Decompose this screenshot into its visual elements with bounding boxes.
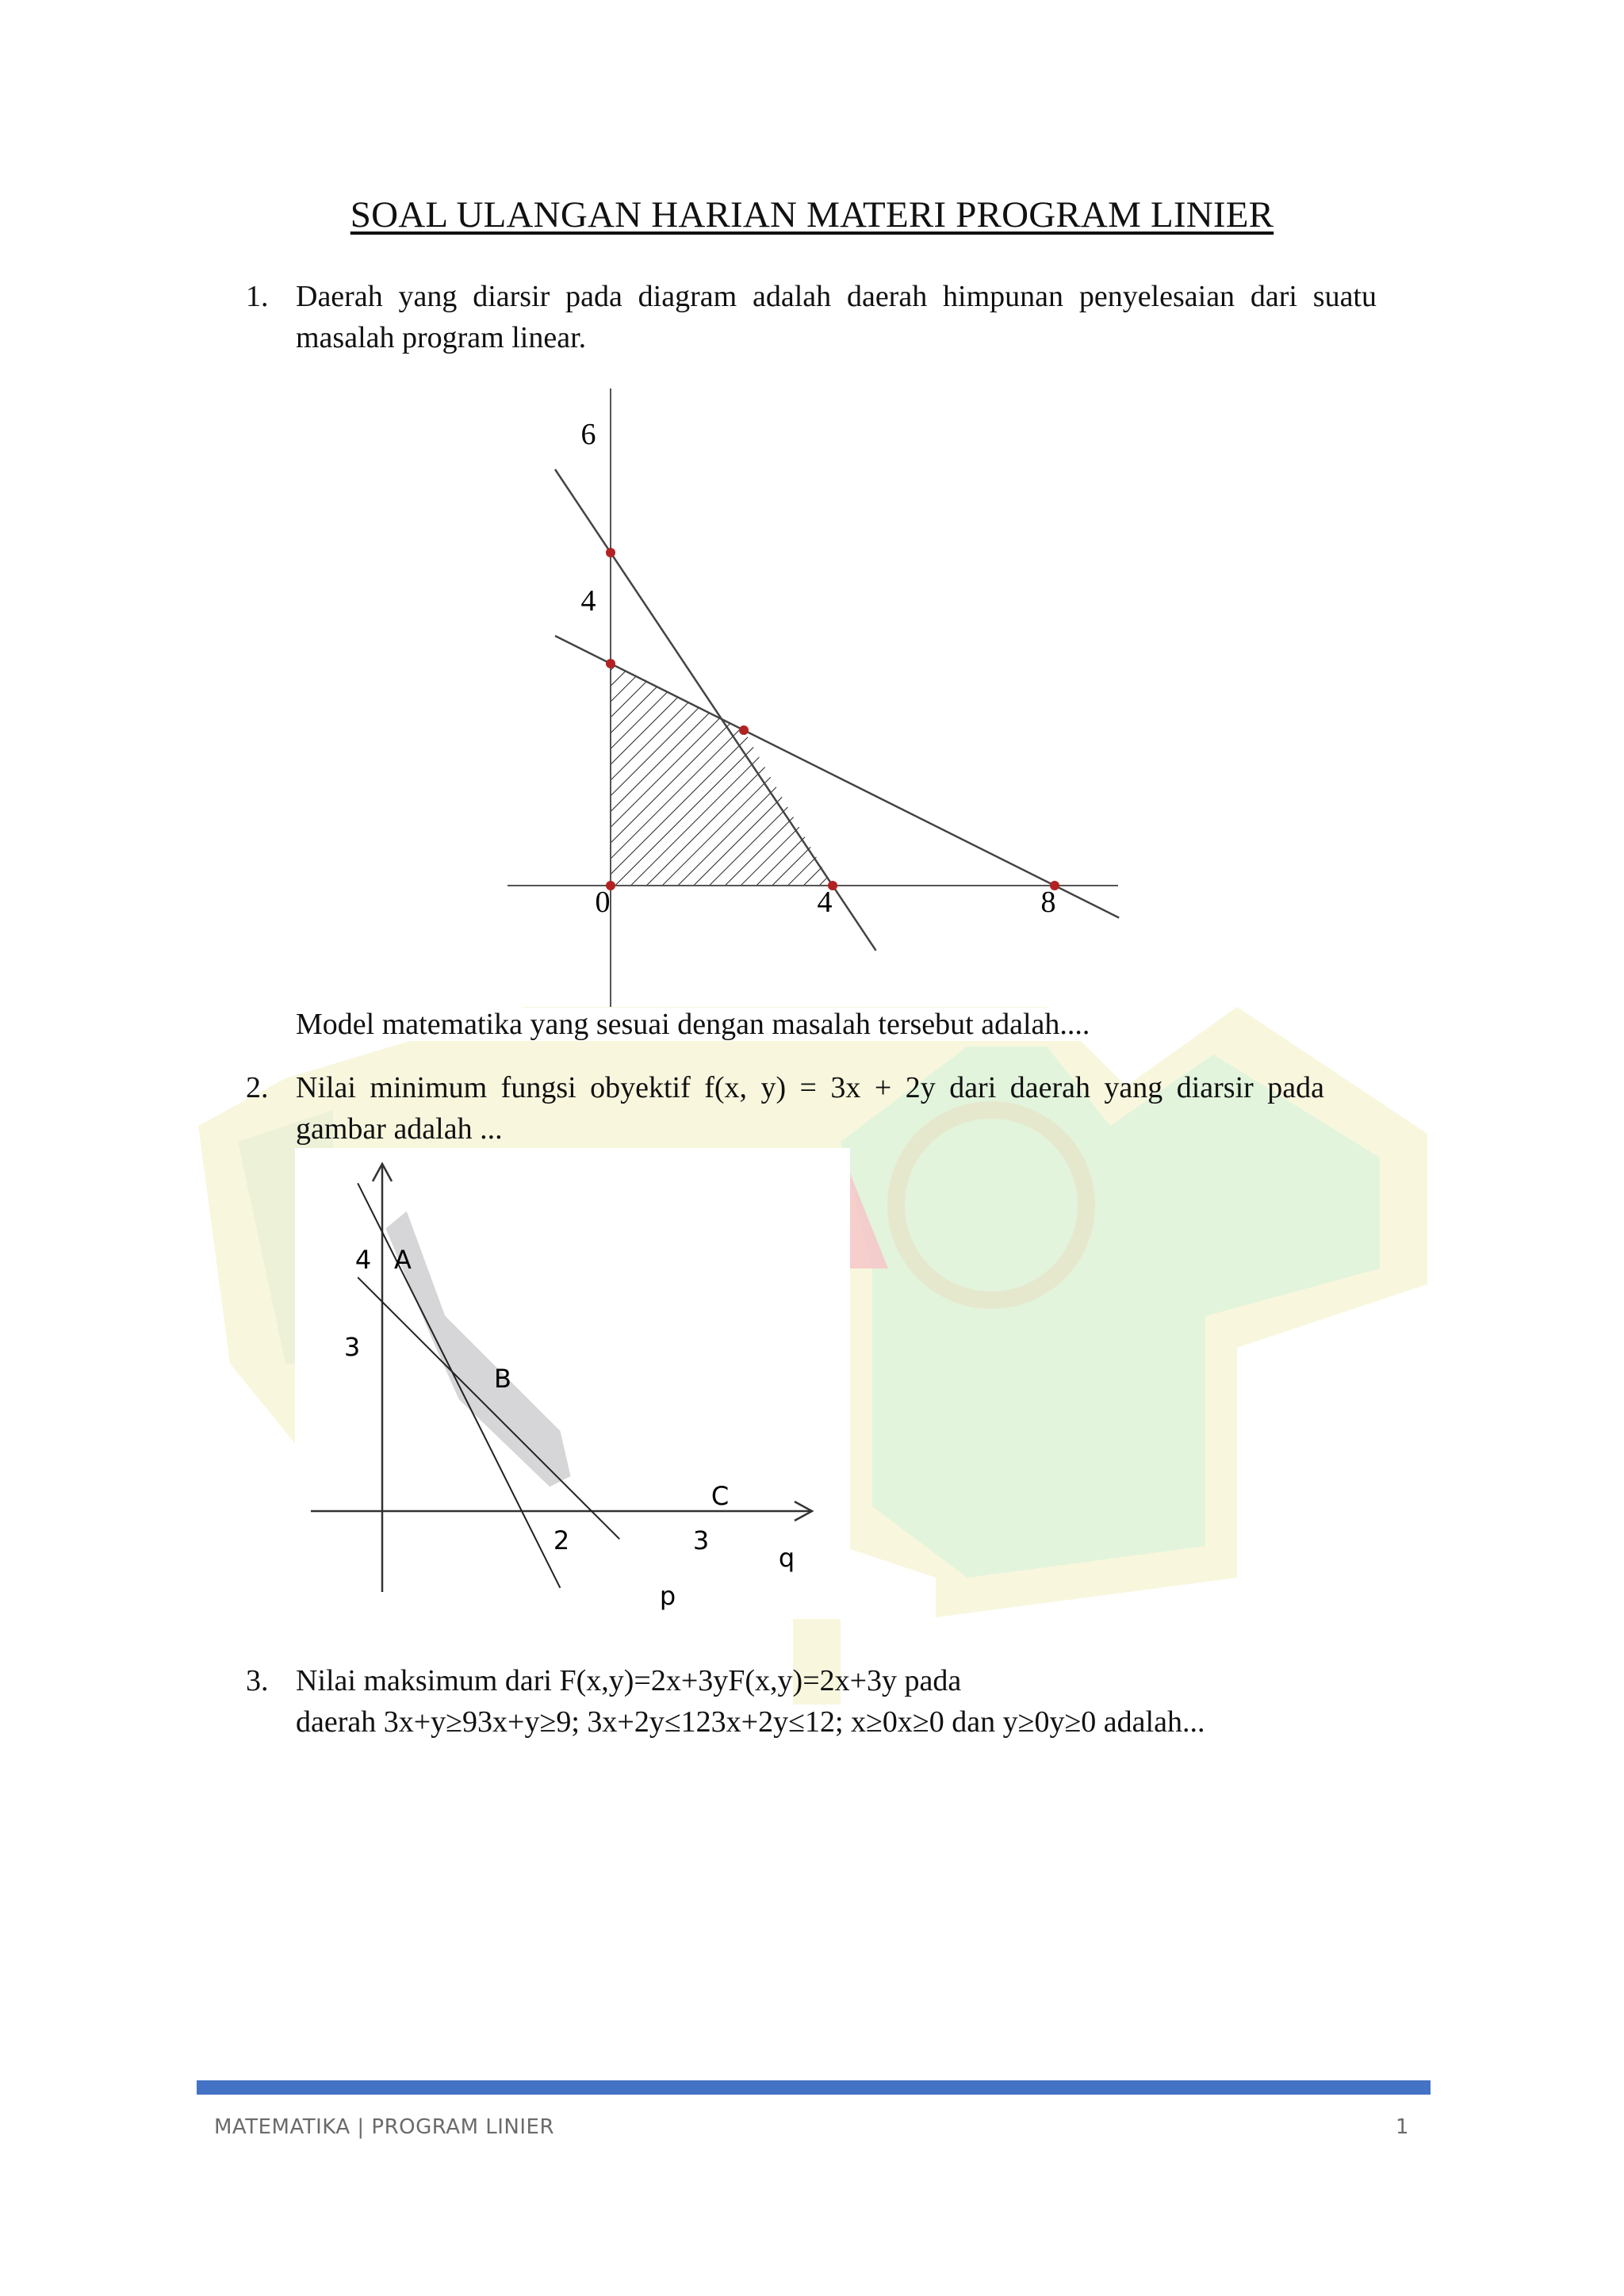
- footer-label: MATEMATIKA | PROGRAM LINIER: [214, 2115, 555, 2139]
- intersection-point: [739, 725, 749, 735]
- tick-label-y-6: 6: [580, 418, 596, 451]
- point-label-b: B: [494, 1364, 511, 1394]
- question-text-line2: masalah program linear.: [296, 321, 587, 354]
- line-q: [358, 1277, 619, 1539]
- tick-label-origin: 0: [595, 886, 611, 919]
- tick-label-x-2: 2: [553, 1525, 570, 1556]
- intersection-point: [606, 659, 615, 668]
- question-text-line1: Daerah yang diarsir pada diagram adalah daerah himpunan penyelesaian dari suatu: [296, 280, 1377, 313]
- question-number: 3.: [246, 1664, 269, 1697]
- tick-label-x-3: 3: [692, 1525, 710, 1556]
- shaded-region: [385, 1211, 570, 1487]
- figure-1-graph: [492, 381, 1126, 1007]
- question-number: 1.: [246, 280, 269, 313]
- question-text-line2: daerah 3x+y≥93x+y≥9; 3x+2y≤123x+2y≤12; x≥0x≥0 dan y≥0y≥0 adalah...: [296, 1705, 1205, 1739]
- tick-label-y-3: 3: [343, 1332, 361, 1362]
- page-number: 1: [1396, 2115, 1409, 2139]
- line-p: [358, 1183, 560, 1587]
- feasible-region: [611, 664, 833, 886]
- page-title: SOAL ULANGAN HARIAN MATERI PROGRAM LINIER: [350, 194, 1274, 235]
- intersection-point: [606, 548, 615, 557]
- tick-label-y-4: 4: [354, 1245, 372, 1275]
- question-number: 2.: [246, 1071, 269, 1104]
- footer-divider: [197, 2080, 1431, 2095]
- tick-label-x-8: 8: [1040, 886, 1056, 919]
- figure-2-graph: [295, 1148, 850, 1619]
- tick-label-y-4: 4: [580, 584, 596, 618]
- question-1: [246, 276, 1377, 363]
- point-label-a: A: [394, 1245, 412, 1275]
- question-text-line2: gambar adalah ...: [296, 1112, 503, 1146]
- question-1-followup: [296, 1004, 1168, 1045]
- line-label-q: q: [778, 1543, 795, 1573]
- question-3: [246, 1660, 1356, 1747]
- question-2: [246, 1067, 1324, 1154]
- point-label-c: C: [710, 1481, 730, 1511]
- question-text-line1: Nilai maksimum dari F(x,y)=2x+3yF(x,y)=2x+3y pada: [296, 1664, 962, 1697]
- question-text-line1: Nilai minimum fungsi obyektif f(x, y) = 3x + 2y dari daerah yang diarsir pada: [296, 1071, 1324, 1104]
- followup-text: Model matematika yang sesuai dengan masalah tersebut adalah....: [296, 1008, 1093, 1041]
- line-label-p: p: [659, 1581, 676, 1611]
- tick-label-x-4: 4: [817, 886, 833, 919]
